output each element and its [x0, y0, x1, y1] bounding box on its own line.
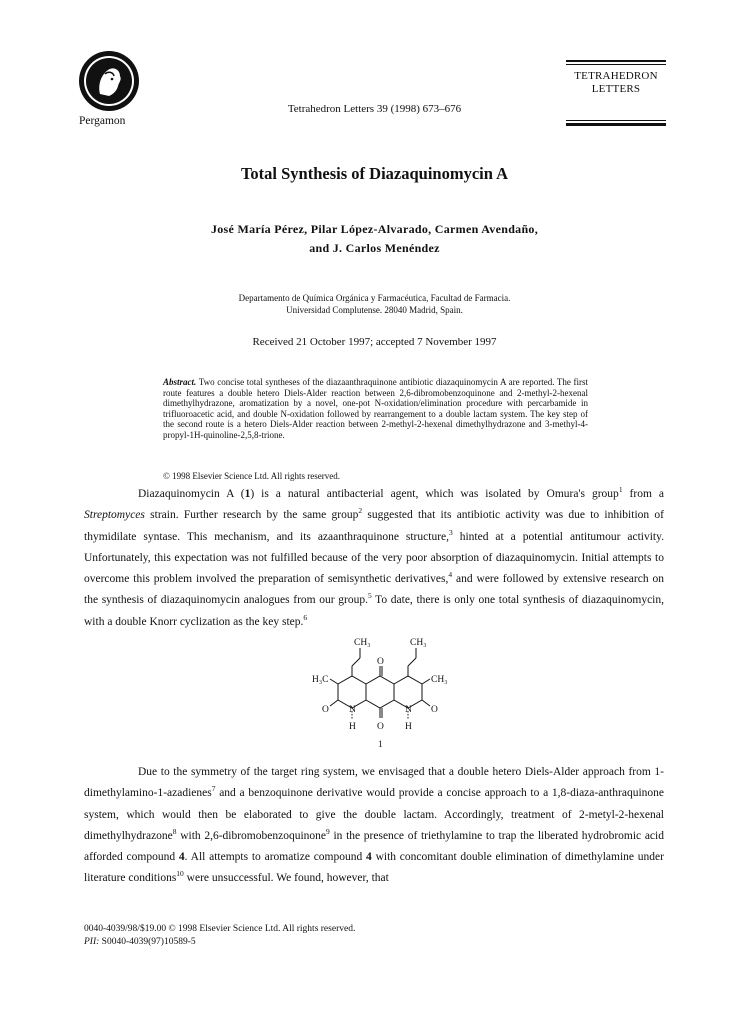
header-rule-top — [566, 60, 666, 62]
footer-issn-copyright: 0040-4039/98/$19.00 © 1998 Elsevier Science Ltd. All rights reserved. — [84, 924, 356, 934]
publisher-name: Pergamon — [79, 115, 126, 127]
footer-pii — [84, 937, 196, 947]
pii-label: PII: — [84, 937, 100, 947]
text-span: with 2,6-dibromobenzoquinone — [176, 829, 327, 842]
text-span: . All attempts to aromatize compound — [184, 851, 367, 864]
compound-ref: 4 — [366, 851, 372, 864]
label-h-left: H — [349, 722, 356, 732]
compound-ref: 1 — [244, 488, 251, 500]
reference-marker: 9 — [326, 827, 330, 837]
text-span: suggested that its antibiotic activity was due to inhibition of thymidilate syntase. This mechanism, and its azaanthraquinone structure, — [84, 509, 664, 543]
label-ch3-side: CH₃ — [431, 675, 448, 685]
abstract-copyright: © 1998 Elsevier Science Ltd. All rights reserved. — [163, 471, 341, 481]
text-span: were unsuccessful. We found, however, that — [183, 872, 389, 885]
reference-marker: 10 — [176, 869, 184, 879]
label-o-left: O — [322, 705, 329, 715]
received-dates: Received 21 October 1997; accepted 7 November 1997 — [252, 336, 497, 348]
text-span: hinted at a potential antitumour activity. Unfortunately, this expectation was not fulfilled because of the very poor absorption of diazaquinomycin. Initial attempts to overcome this problem involved the preparation of semisynthetic derivatives, — [84, 530, 664, 586]
affiliation-line2: Universidad Complutense. 28040 Madrid, Spain. — [286, 305, 463, 315]
compound-number: 1 — [378, 740, 383, 750]
text-span: from a — [622, 488, 664, 500]
authors-line2: and J. Carlos Menéndez — [309, 241, 440, 255]
authors-line1: José María Pérez, Pilar López-Alvarado, Carmen Avendaño, — [210, 222, 539, 236]
journal-name-line1: TETRAHEDRON — [574, 70, 658, 82]
label-n-right: N — [405, 705, 412, 715]
journal-name — [566, 70, 666, 96]
text-span: strain. Further research by the same group — [144, 509, 359, 522]
reference-marker: 5 — [367, 591, 372, 601]
header-rule-bottom — [566, 123, 666, 126]
reference-marker: 4 — [448, 570, 453, 580]
abstract — [163, 377, 588, 441]
species-name: Streptomyces — [84, 509, 145, 522]
label-n-left: N — [349, 705, 356, 715]
article-title: Total Synthesis of Diazaquinomycin A — [240, 164, 509, 183]
journal-citation: Tetrahedron Letters 39 (1998) 673–676 — [287, 103, 462, 115]
label-ch3-left: CH₃ — [354, 638, 371, 648]
label-h3c: H₃C — [312, 675, 329, 685]
text-span: and a benzoquinone derivative would provide a concise approach to a 1,8-diaza-anthraquinone system, which would then be elaborated to give the double lactam. Accordingly, treatment of 2-metyl-2-hexenal dimethylhydrazone — [84, 787, 664, 842]
label-ch3-right: CH₃ — [410, 638, 427, 648]
reference-marker: 3 — [449, 527, 453, 537]
label-o-bottom: O — [377, 722, 384, 732]
text-span: with concomitant double elimination of dimethylamine under literature conditions — [84, 851, 664, 885]
abstract-label: Abstract. — [163, 377, 197, 387]
body-paragraph-2 — [84, 762, 664, 890]
reference-marker: 8 — [172, 827, 177, 837]
header-rule-bottom-thin — [566, 120, 666, 121]
label-o-right: O — [431, 705, 438, 715]
reference-marker: 7 — [211, 784, 216, 794]
text-span: Due to the symmetry of the target ring system, we envisaged that a double hetero Diels-Alder approach from 1-dimethylamino-1-azadienes — [84, 766, 664, 800]
label-o-top: O — [377, 657, 384, 667]
journal-name-line2: LETTERS — [591, 83, 641, 95]
text-span: To date, there is only one total synthesis of diazaquinomycin, with a double Knorr cyclization as the key step. — [84, 594, 664, 628]
chemical-structure-diazaquinomycin — [300, 632, 460, 752]
reference-marker: 1 — [618, 485, 623, 495]
body-paragraph-1 — [84, 484, 664, 633]
text-span: and were followed by extensive research on the synthesis of diazaquinomycin analogues from our group. — [84, 573, 664, 607]
label-h-right: H — [405, 722, 412, 732]
pii-value: S0040-4039(97)10589-5 — [99, 937, 196, 947]
header-rule-top-thin — [566, 64, 666, 65]
compound-ref: 4 — [178, 851, 185, 864]
affiliation-line1: Departamento de Química Orgánica y Farmacéutica, Facultad de Farmacia. — [238, 293, 511, 303]
reference-marker: 2 — [358, 506, 363, 516]
reference-marker: 6 — [303, 612, 308, 622]
text-span: ) is a natural antibacterial agent, which was isolated by Omura's group — [250, 488, 619, 500]
abstract-text: Two concise total syntheses of the diazaanthraquinone antibiotic diazaquinomycin A are reported. The first route features a double hetero Diels-Alder reaction between 2,6-dibromobenzoquinone and 2-methyl-2-hexenal dimethylhydrazone, aromatization by a novel, one-pot N-oxidation/elimination procedure with percarbamide in trifluoroacetic acid, and double N-oxidation followed by rearrangement to a double lactam system. The key step of the second route is a hetero Diels-Alder reaction between 2-methyl-2-hexenal dimethylhydrazone and 3-methyl-4-propyl-1H-quinoline-2,5,8-trione. — [163, 377, 588, 440]
text-span: Diazaquinomycin A ( — [138, 488, 245, 500]
text-span: in the presence of triethylamine to trap the liberated hydrobromic acid afforded compound — [84, 829, 664, 864]
